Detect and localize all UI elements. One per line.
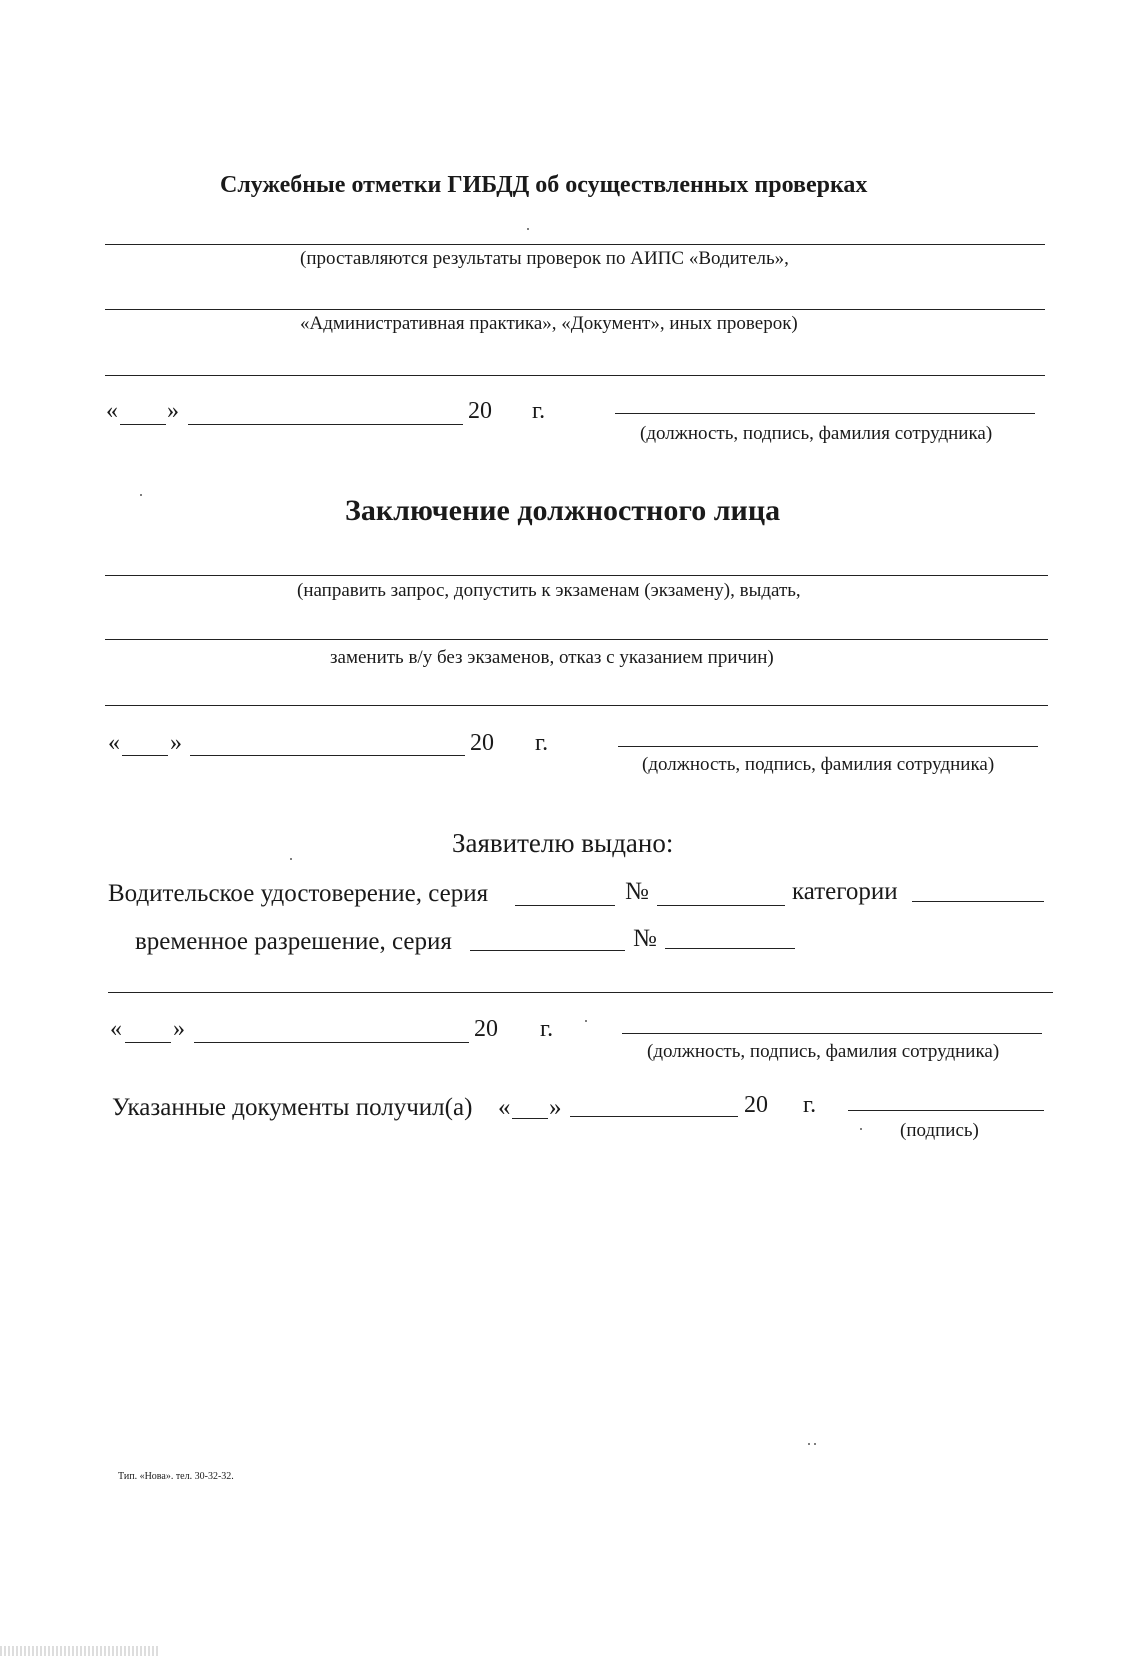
section2-hint-1: (направить запрос, допустить к экзаменам (экзамену), выдать, [297,580,801,601]
license-number-sign: № [625,878,649,905]
receipt-close-quote: » [549,1094,562,1121]
date-day-field[interactable] [125,1042,171,1043]
signature-field[interactable] [618,746,1038,747]
receipt-signature-field[interactable] [848,1110,1044,1111]
scan-speck [814,1443,816,1445]
receipt-year-prefix: 20 [744,1092,768,1118]
date-month-field[interactable] [194,1042,469,1043]
printer-info: Тип. «Нова». тел. 30-32-32. [118,1471,234,1482]
category-label: категории [792,878,898,905]
date-open-quote: « [110,1016,122,1042]
section3-input-line[interactable] [108,992,1053,993]
date-open-quote: « [106,398,118,424]
date-close-quote: » [167,398,179,424]
scan-speck [290,858,292,860]
date-open-quote: « [108,730,120,756]
section1-input-line-2[interactable] [105,309,1045,310]
license-series-field[interactable] [515,905,615,906]
date-year-prefix: 20 [468,398,492,424]
signature-caption: (должность, подпись, фамилия сотрудника) [640,423,993,444]
date-day-field[interactable] [120,424,166,425]
date-day-field[interactable] [122,755,168,756]
section1-hint-2: «Административная практика», «Документ», иных проверок) [300,313,798,334]
receipt-signature-caption: (подпись) [900,1120,979,1141]
scan-speck [527,228,529,230]
license-number-field[interactable] [657,905,785,906]
section2-hint-2: заменить в/у без экзаменов, отказ с указанием причин) [330,647,774,668]
license-label: Водительское удостоверение, серия [108,880,489,907]
temp-permit-label: временное разрешение, серия [135,928,452,955]
date-close-quote: » [173,1016,185,1042]
section1-input-line-1[interactable] [105,244,1045,245]
date-year-prefix: 20 [474,1016,498,1042]
signature-field[interactable] [615,413,1035,414]
date-year-suffix: г. [535,730,549,756]
date-year-prefix: 20 [470,730,494,756]
section2-title: Заключение должностного лица [345,494,781,527]
date-close-quote: » [170,730,182,756]
scan-speck [808,1443,810,1445]
date-year-suffix: г. [532,398,546,424]
scan-edge-noise [0,1646,160,1656]
temp-permit-number-field[interactable] [665,948,795,949]
receipt-day-field[interactable] [512,1118,548,1119]
scan-speck [585,1020,587,1022]
scan-speck [860,1128,862,1130]
signature-caption: (должность, подпись, фамилия сотрудника) [642,754,995,775]
date-month-field[interactable] [188,424,463,425]
receipt-label: Указанные документы получил(а) [112,1094,473,1121]
receipt-year-suffix: г. [803,1092,817,1118]
category-field[interactable] [912,901,1044,902]
section3-title: Заявителю выдано: [452,828,674,858]
date-year-suffix: г. [540,1016,554,1042]
date-month-field[interactable] [190,755,465,756]
temp-permit-series-field[interactable] [470,950,625,951]
scan-speck [140,494,142,496]
signature-field[interactable] [622,1033,1042,1034]
temp-permit-number-sign: № [633,925,657,952]
section1-title: Служебные отметки ГИБДД об осуществленных проверках [220,172,868,198]
receipt-open-quote: « [498,1094,511,1121]
receipt-month-field[interactable] [570,1116,738,1117]
section1-input-line-3[interactable] [105,375,1045,376]
signature-caption: (должность, подпись, фамилия сотрудника) [647,1041,1000,1062]
section2-input-line-2[interactable] [105,639,1048,640]
section1-hint-1: (проставляются результаты проверок по АИПС «Водитель», [300,248,789,269]
section2-input-line-3[interactable] [105,705,1048,706]
section2-input-line-1[interactable] [105,575,1048,576]
